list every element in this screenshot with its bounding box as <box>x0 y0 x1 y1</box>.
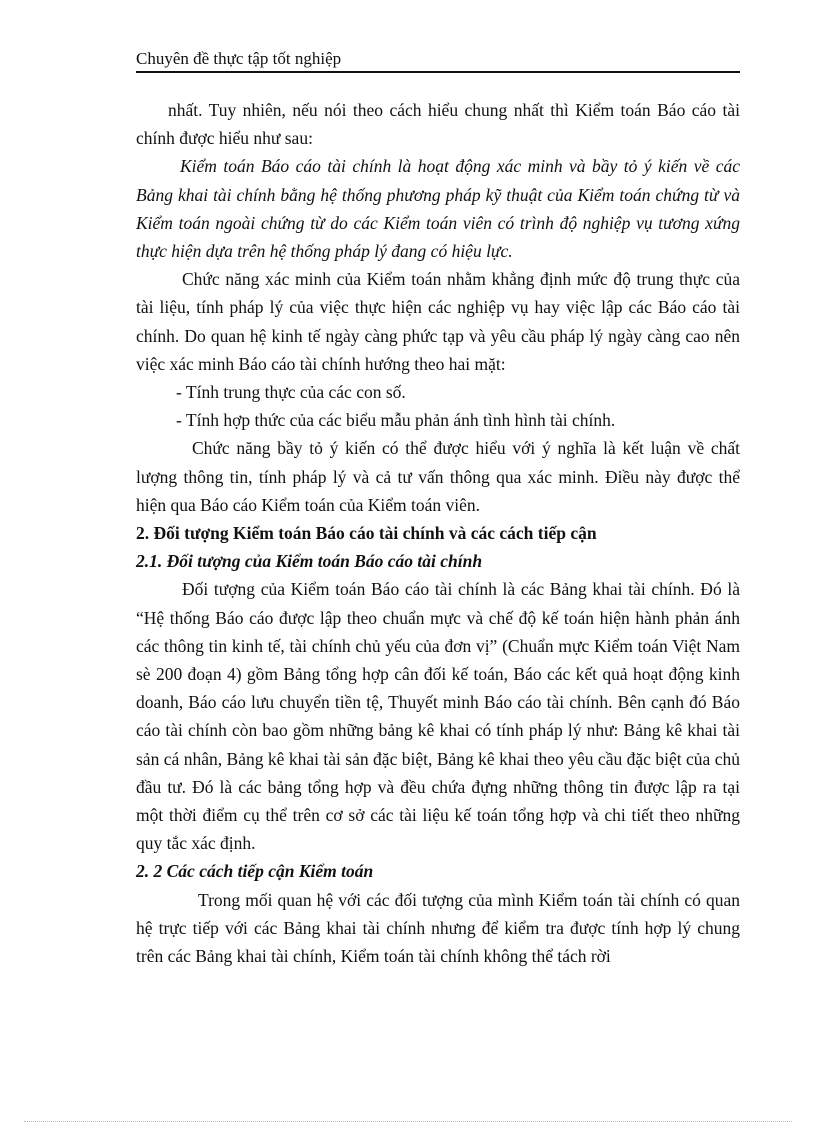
bullet-item: - Tính hợp thức của các biểu mẫu phản ánh tình hình tài chính. <box>176 410 616 431</box>
bullet-item: - Tính trung thực của các con số. <box>176 382 406 403</box>
paragraph-approaches: Trong mối quan hệ với các đối tượng của mình Kiểm toán tài chính có quan hệ trực tiếp với các Bảng khai tài chính nhưng để kiểm tra được tính hợp lý chung trên các Bảng khai tài chính, Kiểm toán tài chính không thể tách rời <box>136 889 740 967</box>
document-body <box>136 96 740 970</box>
paragraph-continuation: nhất. Tuy nhiên, nếu nói theo cách hiểu chung nhất thì Kiểm toán Báo cáo tài chính được hiểu như sau: <box>136 100 740 149</box>
definition-quote: Kiểm toán Báo cáo tài chính là hoạt động xác minh và bầy tỏ ý kiến về các Bảng khai tài chính bằng hệ thống phương pháp kỹ thuật của Kiểm toán chứng từ và Kiểm toán ngoài chứng từ do các Kiểm toán viên có trình độ nghiệp vụ tương xứng thực hiện dựa trên hệ thống pháp lý đang có hiệu lực. <box>136 156 740 262</box>
page-bottom-divider <box>24 1121 792 1122</box>
page-header: Chuyên đề thực tập tốt nghiệp <box>136 48 740 73</box>
paragraph-audit-object: Đối tượng của Kiểm toán Báo cáo tài chính là các Bảng khai tài chính. Đó là “Hệ thống Báo cáo được lập theo chuẩn mực và chế độ kế toán hiện hành phản ánh các thông tin kinh tế, tài chính chủ yếu của đơn vị” (Chuẩn mực Kiểm toán Việt Nam sè 200 đoạn 4) gồm Bảng tổng hợp cân đối kế toán, Báo các kết quả hoạt động kinh doanh, Báo cáo lưu chuyển tiền tệ, Thuyết minh Báo cáo tài chính. Bên cạnh đó Báo cáo tài chính còn bao gồm những bảng kê khai có tính pháp lý như: Bảng kê khai tài sản cá nhân, Bảng kê khai tài sản đặc biệt, Bảng kê khai theo yêu cầu đặc biệt của chủ đầu tư. Đó là các bảng tổng hợp và đều chứa đựng những thông tin được lập ra tại một thời điểm cụ thể trên cơ sở các tài liệu kế toán tổng hợp và chi tiết theo những quy tắc xác định. <box>136 579 740 854</box>
paragraph-opinion-function: Chức năng bầy tỏ ý kiến có thể được hiểu với ý nghĩa là kết luận về chất lượng thông tin, tính pháp lý và cả tư vấn thông qua xác minh. Điều này được thể hiện qua Báo cáo Kiểm toán của Kiểm toán viên. <box>136 438 740 515</box>
section-heading: 2. Đối tượng Kiểm toán Báo cáo tài chính và các cách tiếp cận <box>136 523 597 544</box>
subsection-heading: 2. 2 Các cách tiếp cận Kiểm toán <box>136 861 374 882</box>
paragraph-verification-function: Chức năng xác minh của Kiểm toán nhằm khẳng định mức độ trung thực của tài liệu, tính pháp lý của việc thực hiện các nghiệp vụ hay việc lập các Báo cáo tài chính. Do quan hệ kinh tế ngày càng phức tạp và yêu cầu pháp lý ngày càng cao nên việc xác minh Báo cáo tài chính hướng theo hai mặt: <box>136 269 740 374</box>
subsection-heading: 2.1. Đối tượng của Kiểm toán Báo cáo tài chính <box>136 551 483 572</box>
